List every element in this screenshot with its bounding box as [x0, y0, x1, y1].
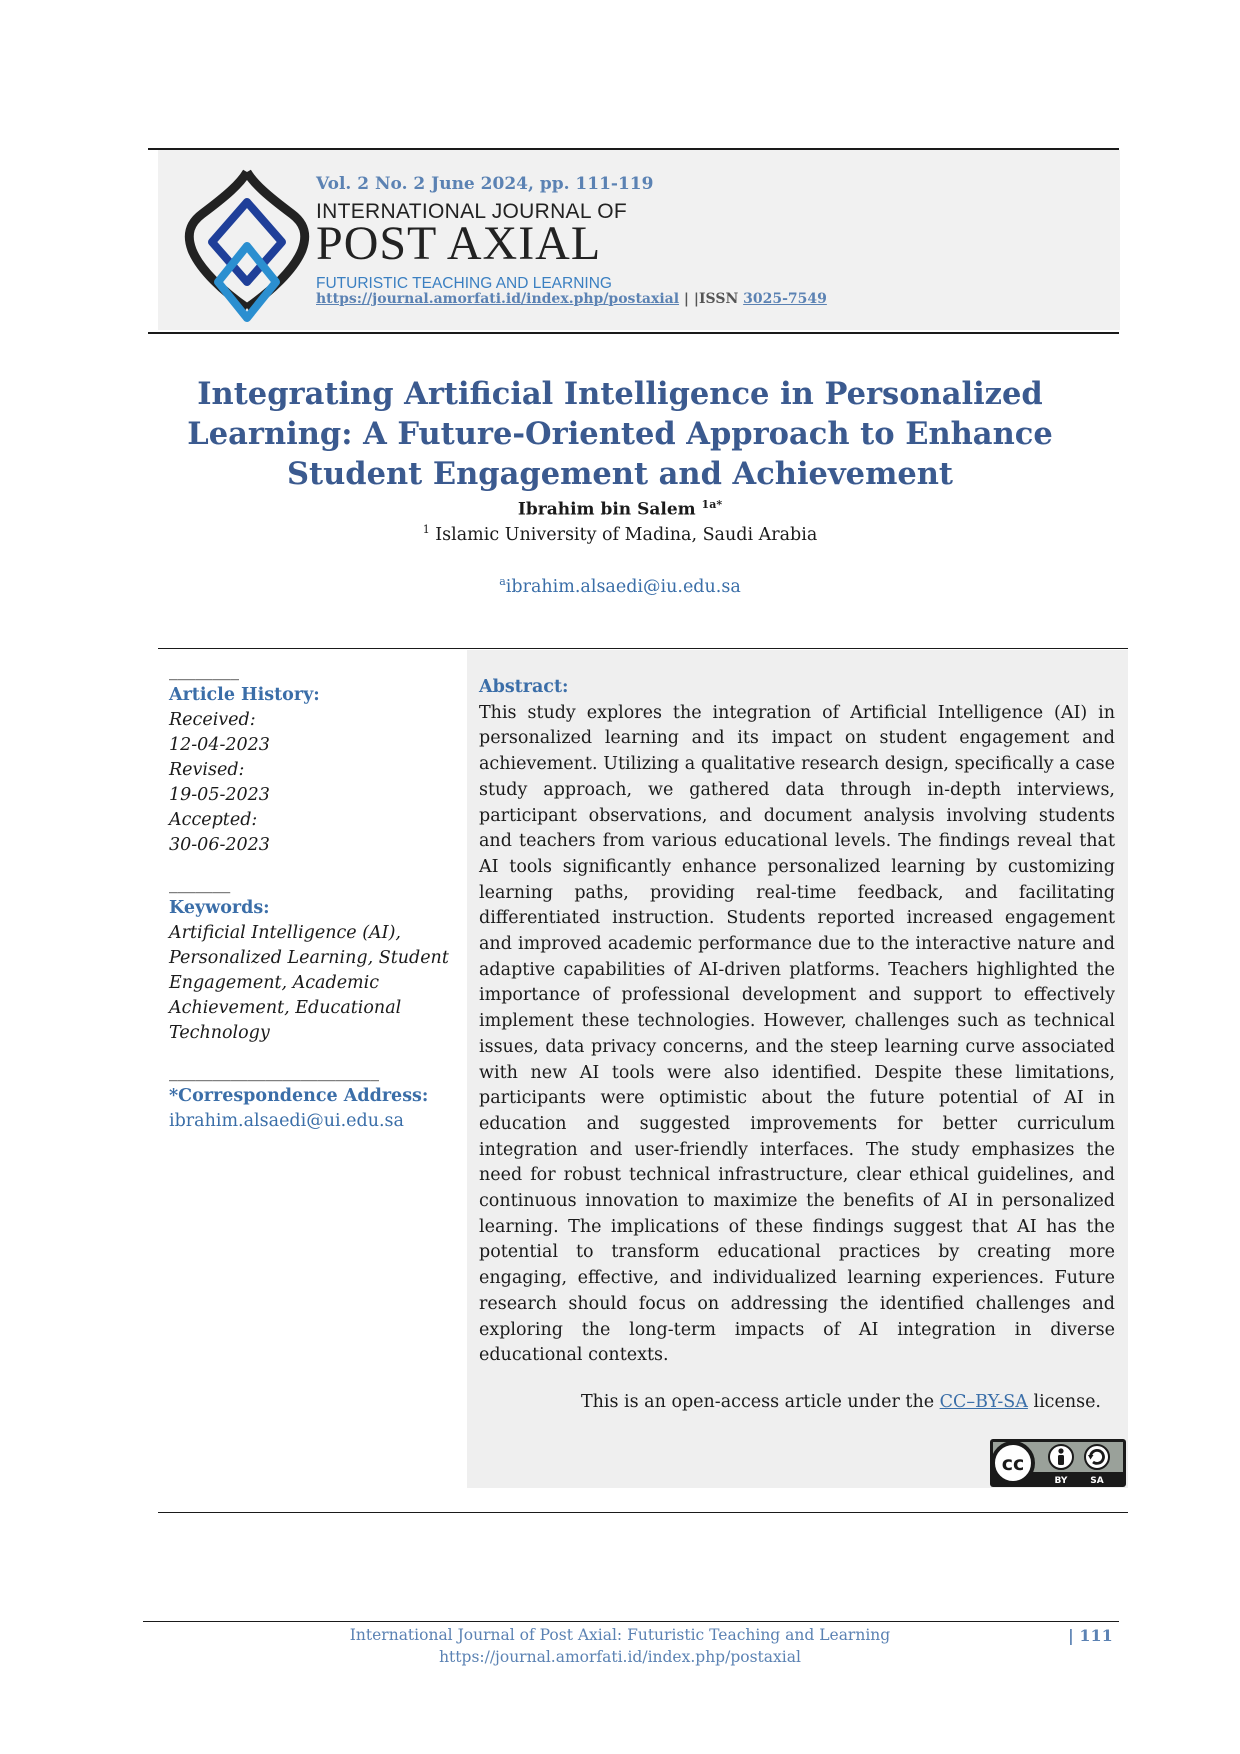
abstract-section	[479, 675, 1115, 1369]
license-suffix: license.	[1027, 1392, 1101, 1412]
author-affiliation	[140, 523, 1100, 545]
accepted-label: Accepted:	[169, 810, 258, 830]
journal-logo	[184, 168, 310, 326]
keywords-heading: Keywords:	[169, 898, 270, 918]
email-link[interactable]: ibrahim.alsaedi@iu.edu.sa	[505, 576, 741, 597]
keywords-rule: _______	[169, 874, 231, 894]
license-link[interactable]: CC–BY-SA	[939, 1392, 1028, 1412]
abstract-bottom-rule	[158, 1512, 1128, 1513]
license-prefix: This is an open-access article under the	[580, 1392, 940, 1412]
article-title: Integrating Artificial Intelligence in Personalized Learning: A Future-Oriented Approach to Enhance Student Engagement and Achievement	[187, 376, 1053, 492]
journal-url-link[interactable]: https://journal.amorfati.id/index.php/postaxial	[316, 291, 680, 307]
author-email	[140, 575, 1100, 597]
badge-sa-text: SA	[1090, 1476, 1104, 1486]
affiliation-text: Islamic University of Madina, Saudi Arabia	[429, 524, 818, 545]
abstract-text: This study explores the integration of Artificial Intelligence (AI) in personalized learning and its impact on student engagement and achievement. Utilizing a qualitative research design, specifically a case study approach, we gathered data through in-depth interviews, participant observations, and document analysis involving students and teachers from various educational levels. The findings reveal that AI tools significantly enhance personalized learning by customizing learning paths, providing real-time feedback, and facilitating differentiated instruction. Students reported increased engagement and improved academic performance due to the interactive nature and adaptive capabilities of AI-driven platforms. Teachers highlighted the importance of professional development and support to effectively implement these technologies. However, challenges such as technical issues, data privacy concerns, and the steep learning curve associated with new AI tools were also identified. Despite these limitations, participants were optimistic about the future potential of AI in education and suggested improvements for better curriculum integration and user-friendly interfaces. The study emphasizes the need for robust technical infrastructure, clear ethical guidelines, and continuous innovation to maximize the benefits of AI in personalized learning. The implications of these findings suggest that AI has the potential to transform educational practices by creating more engaging, effective, and individualized learning experiences. Future research should focus on addressing the identified challenges and exploring the long-term impacts of AI integration in diverse educational contexts.	[479, 702, 1115, 1366]
author-text: Ibrahim bin Salem	[517, 499, 702, 520]
accepted-date: 30-06-2023	[169, 835, 270, 855]
keywords-text: Artificial Intelligence (AI), Personalized Learning, Student Engagement, Academic Achievement, Educational Technology	[169, 923, 449, 1043]
abstract-top-rule	[158, 648, 1128, 649]
affiliation-superscript: 1	[422, 523, 430, 536]
article-history-heading: Article History:	[169, 685, 320, 705]
license-statement	[479, 1392, 1101, 1412]
footer-rule	[143, 1621, 1119, 1622]
correspondence-rule: ________________________	[169, 1062, 379, 1082]
header-bottom-rule	[148, 332, 1119, 334]
journal-url-line	[316, 291, 827, 307]
revised-label: Revised:	[169, 760, 245, 780]
issn-link[interactable]: 3025-7549	[743, 291, 827, 307]
email-superscript: a	[499, 575, 506, 588]
history-rule: ________	[169, 661, 239, 681]
article-info-column	[169, 661, 449, 1134]
received-label: Received:	[169, 710, 256, 730]
journal-tagline: FUTURISTIC TEACHING AND LEARNING	[316, 275, 612, 292]
correspondence-email[interactable]: ibrahim.alsaedi@ui.edu.sa	[169, 1111, 404, 1131]
footer-journal-name: International Journal of Post Axial: Futuristic Teaching and Learning	[349, 1626, 891, 1644]
journal-name-prefix: INTERNATIONAL JOURNAL OF	[316, 200, 627, 223]
author-superscript: 1a*	[701, 498, 723, 511]
logo-middle-diamond	[212, 202, 282, 282]
badge-cc-text: cc	[1001, 1453, 1025, 1475]
author-name	[140, 498, 1100, 520]
issn-separator: | |ISSN	[679, 291, 744, 307]
journal-name: POST AXIAL	[316, 217, 602, 270]
badge-by-text: BY	[1054, 1476, 1068, 1486]
page-number: | 111	[1068, 1626, 1113, 1645]
received-date: 12-04-2023	[169, 735, 270, 755]
volume-info: Vol. 2 No. 2 June 2024, pp. 111-119	[316, 174, 654, 194]
footer-url[interactable]: https://journal.amorfati.id/index.php/postaxial	[439, 1648, 801, 1666]
abstract-heading: Abstract:	[479, 677, 569, 697]
cc-by-sa-badge-icon[interactable]	[989, 1438, 1127, 1488]
revised-date: 19-05-2023	[169, 785, 270, 805]
correspondence-heading: *Correspondence Address:	[169, 1086, 429, 1106]
